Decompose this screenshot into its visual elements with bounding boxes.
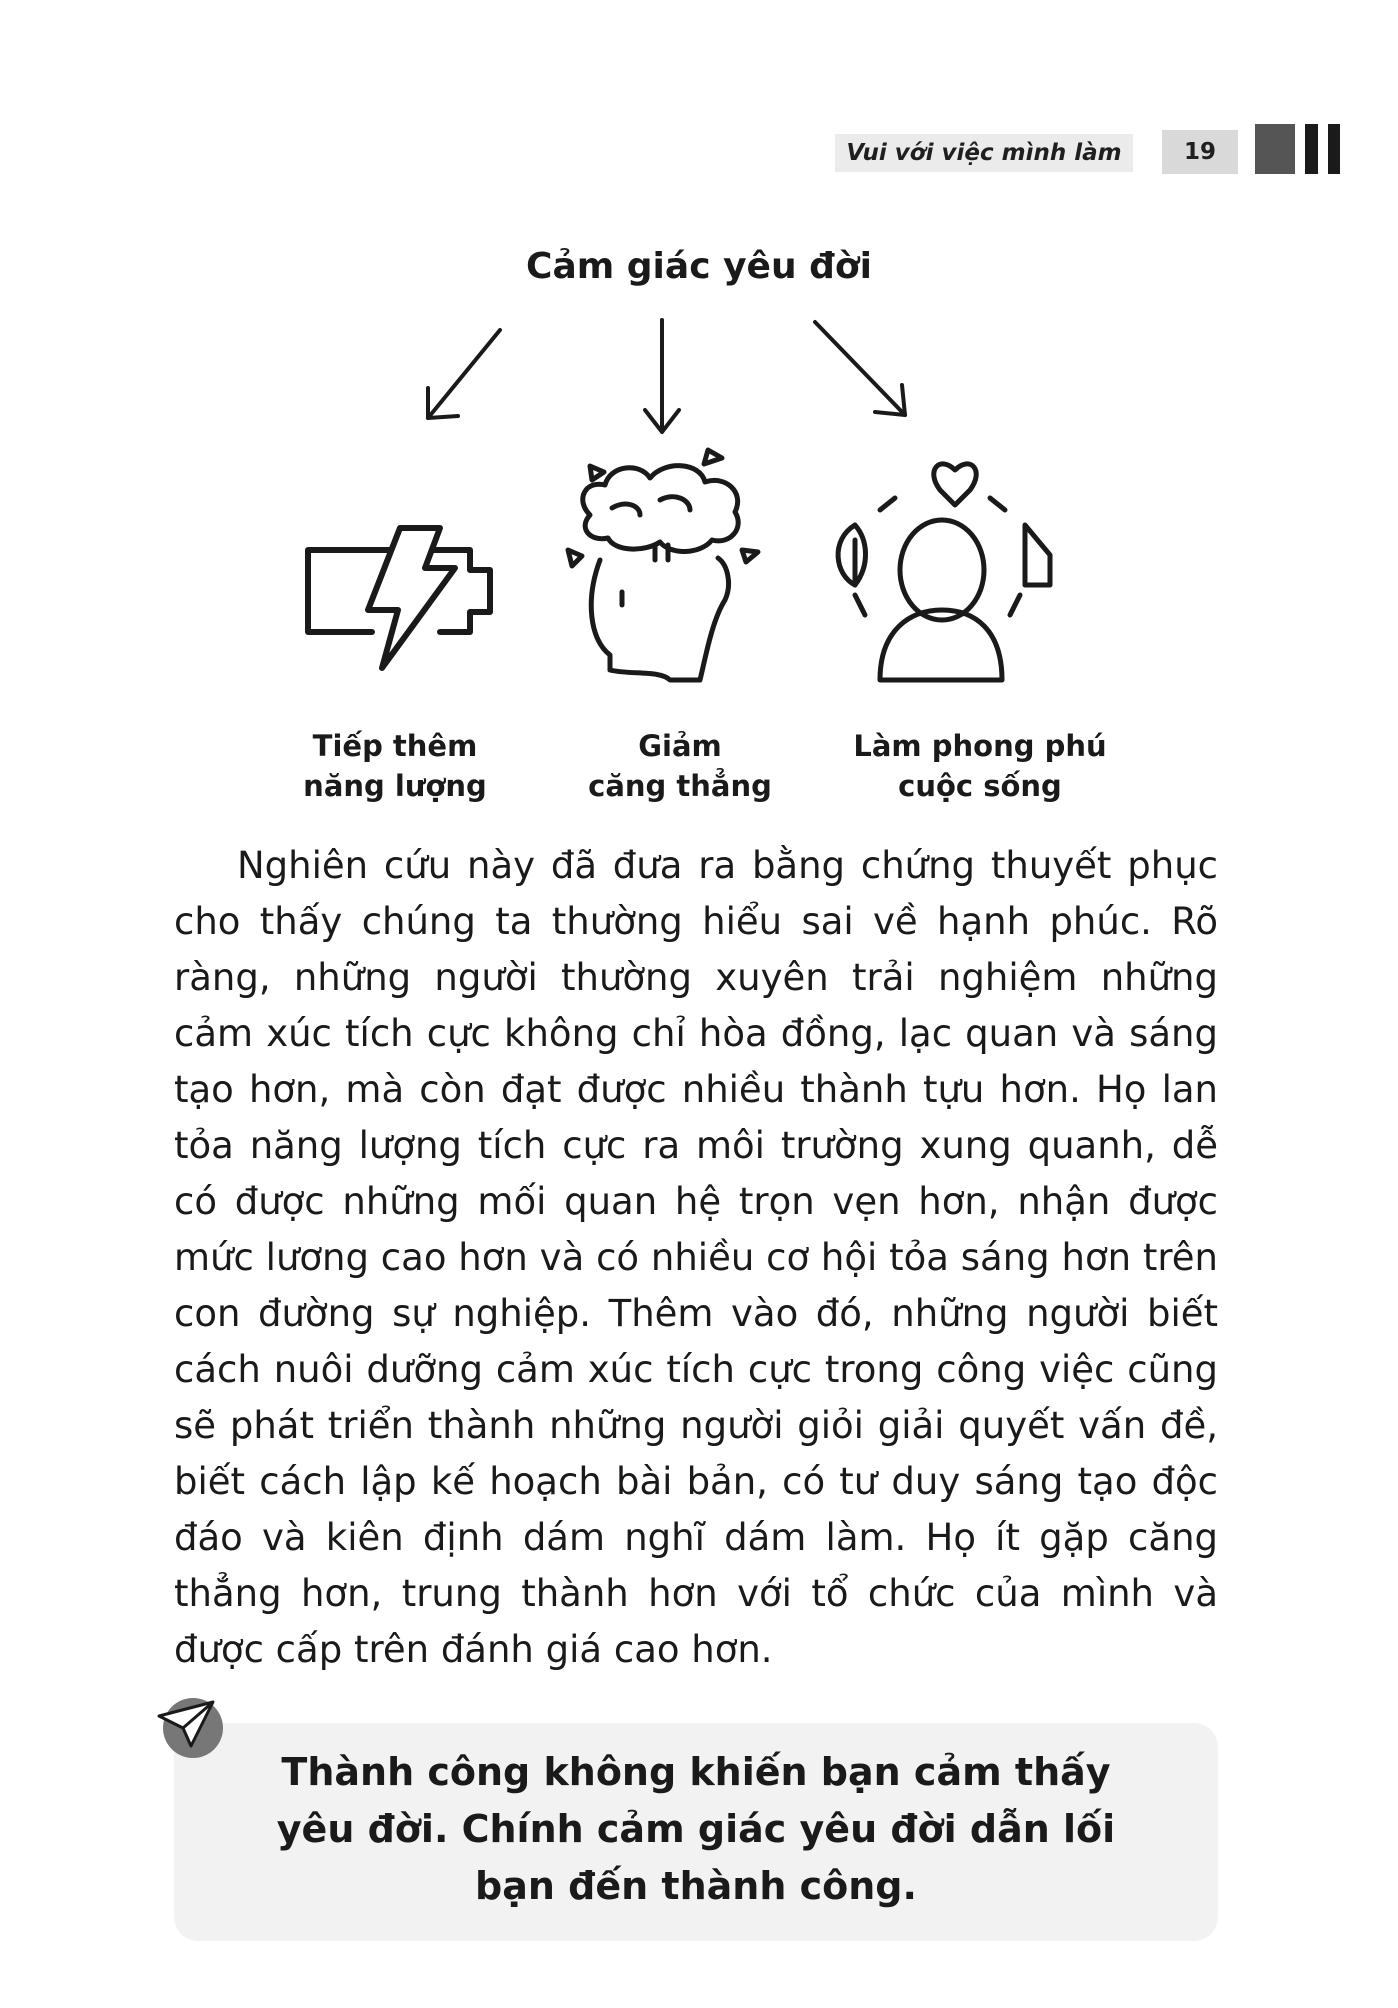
- diagram-title: Cảm giác yêu đời: [526, 246, 872, 287]
- arrow-right-icon: [815, 322, 905, 415]
- page-number: 19: [1162, 130, 1238, 174]
- quote-line: yêu đời. Chính cảm giác yêu đời dẫn lối: [276, 1807, 1116, 1851]
- diagram-illustration: [0, 0, 1398, 720]
- body-paragraph: Nghiên cứu này đã đưa ra bằng chứng thuyết phục cho thấy chúng ta thường hiểu sai về hạnh phúc. Rõ ràng, những người thường xuyên trải nghiệm những cảm xúc tích cực không chỉ hòa đồng, lạc quan và sáng tạo hơn, mà còn đạt được nhiều thành tựu hơn. Họ lan tỏa năng lượng tích cực ra môi trường xung quanh, dễ có được những mối quan hệ trọn vẹn hơn, nhận được mức lương cao hơn và có nhiều cơ hội tỏa sáng hơn trên con đường sự nghiệp. Thêm vào đó, những người biết cách nuôi dưỡng cảm xúc tích cực trong công việc cũng sẽ phát triển thành những người giỏi giải quyết vấn đề, biết cách lập kế hoạch bài bản, có tư duy sáng tạo độc đáo và kiên định dám nghĩ dám làm. Họ ít gặp căng thẳng hơn, trung thành hơn với tổ chức của mình và được cấp trên đánh giá cao hơn.: [174, 844, 1218, 1671]
- head-cloud-icon: [568, 450, 758, 680]
- arrow-left-icon: [428, 330, 500, 418]
- arrow-down-icon: [645, 320, 679, 432]
- quote-line: Thành công không khiến bạn cảm thấy: [281, 1750, 1111, 1794]
- person-heart-icon: [838, 464, 1050, 680]
- battery-lightning-icon: [308, 528, 490, 668]
- running-header-title: Vui với việc mình làm: [835, 134, 1133, 172]
- quote-text: [174, 1744, 1218, 1915]
- caption-life: Làm phong phú cuộc sống: [853, 729, 1107, 803]
- caption-energy: Tiếp thêm năng lượng: [303, 729, 487, 803]
- quote-line: bạn đến thành công.: [475, 1864, 917, 1908]
- caption-stress: Giảm căng thẳng: [588, 729, 772, 803]
